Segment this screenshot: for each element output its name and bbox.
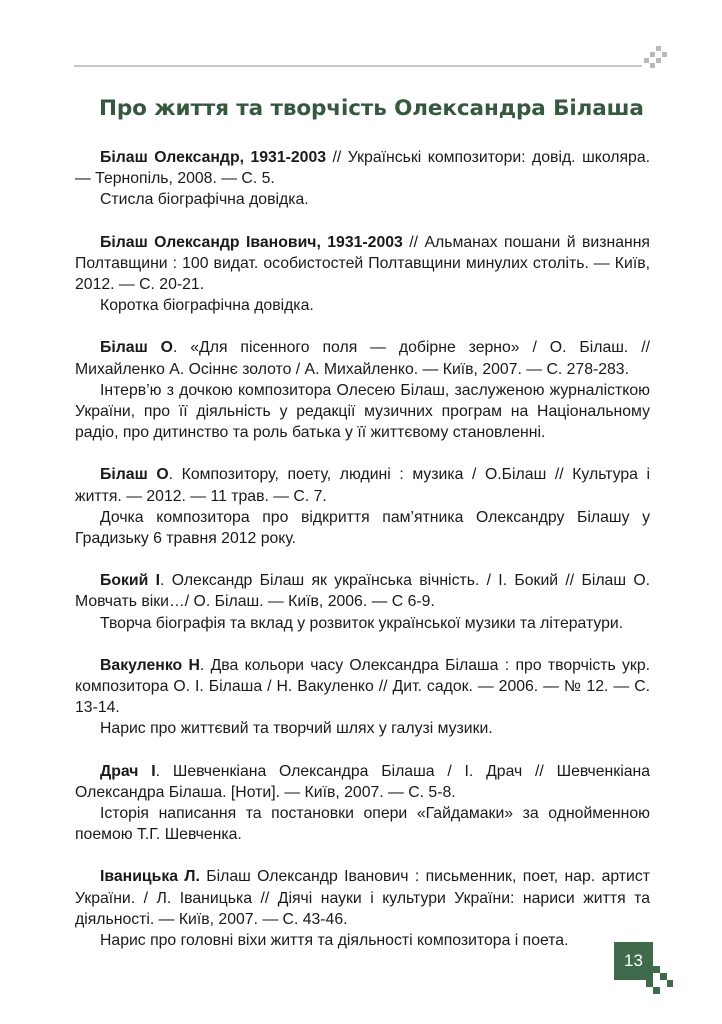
- bibliography-list: [75, 147, 650, 972]
- entry-annotation: Нарис про життєвий та творчий шлях у галузі музики.: [100, 720, 493, 738]
- entry-citation-text: // Альманах пошани й визнання Полтавщини : 100 видат. особистостей Полтавщини минулих століть. — Київ, 2012. — С. 20-21.: [75, 233, 650, 294]
- bibliography-entry: [75, 866, 650, 951]
- bibliography-entry: [75, 570, 650, 634]
- bibliography-entry: [75, 337, 650, 443]
- bibliography-entry: [75, 232, 650, 317]
- header-rule: [74, 65, 642, 67]
- entry-citation: [75, 232, 650, 296]
- entry-author: Білаш О: [100, 339, 173, 357]
- entry-author: Білаш Олександр Іванович, 1931-2003: [100, 233, 403, 251]
- bibliography-entry: [75, 655, 650, 740]
- entry-citation-text: . Шевченкіана Олександра Білаша / І. Драч // Шевченкіана Олександра Білаша. [Ноти]. — Київ, 2007. — С. 5-8.: [75, 762, 650, 801]
- entry-author: Драч І: [100, 762, 156, 780]
- entry-citation-text: . «Для пісенного поля — добірне зерно» / О. Білаш. // Михайленко А. Осіннє золото / А. Михайленко. — Київ, 2007. — С. 278-283.: [75, 339, 650, 378]
- entry-annotation: Стисла біографічна довідка.: [100, 191, 309, 209]
- entry-annotation: Творча біографія та вклад у розвиток української музики та літератури.: [100, 614, 624, 632]
- entry-annotation: Нарис про головні віхи життя та діяльності композитора і поета.: [100, 932, 569, 950]
- page-title: Про життя та творчість Олександра Білаша: [99, 96, 644, 121]
- entry-citation: [75, 761, 650, 803]
- entry-citation: [75, 866, 650, 930]
- entry-citation: [75, 570, 650, 612]
- entry-citation-text: . Олександр Білаш як українська вічність. / І. Бокий // Білаш О. Мовчать віки…/ О. Білаш. — Київ, 2006. — С 6-9.: [75, 572, 650, 611]
- entry-citation-text: . Композитору, поету, людині : музика / О.Білаш // Культура і життя. — 2012. — 11 трав. — С. 7.: [75, 466, 651, 505]
- entry-annotation: Історія написання та постановки опери «Гайдамаки» за однойменною поемою Т.Г. Шевченка.: [75, 805, 650, 844]
- bibliography-entry: [75, 464, 650, 549]
- bibliography-entry: [75, 147, 650, 211]
- entry-author: Бокий І: [100, 572, 161, 590]
- entry-annotation: Інтерв’ю з дочкою композитора Олесею Білаш, заслуженою журналісткою України, про її діяльність у редакції музичних програм на Національному радіо, про дитинство та роль батька у її життєвому становленні.: [75, 381, 650, 442]
- entry-citation: [75, 147, 650, 189]
- entry-author: Білаш Олександр, 1931-2003: [100, 149, 327, 166]
- entry-citation: [75, 337, 650, 379]
- entry-citation-text: . Два кольори часу Олександра Білаша : про творчість укр. композитора О. І. Білаша / Н. Вакуленко // Дит. садок. — 2006. — № 12. — С. 13-14.: [75, 656, 650, 717]
- entry-annotation: Дочка композитора про відкриття пам’ятника Олександру Білашу у Градизьку 6 травня 2012 року.: [75, 508, 650, 548]
- page-number: 13: [614, 942, 653, 980]
- bibliography-entry: [75, 761, 650, 846]
- entry-author: Іваницька Л.: [100, 868, 200, 886]
- entry-citation-text: // Українські композитори: довід. школяра. — Тернопіль, 2008. — С. 5.: [75, 149, 650, 188]
- corner-pixel-decoration: [644, 46, 668, 68]
- entry-citation: [75, 464, 650, 506]
- entry-annotation: Коротка біографічна довідка.: [100, 297, 314, 315]
- entry-citation-text: Білаш Олександр Іванович : письменник, поет, нар. артист України. / Л. Іваницька // Діячі науки і культури України: нариси життя та діяльності. — Київ, 2007. — С. 43-46.: [75, 868, 651, 928]
- entry-citation: [75, 655, 650, 719]
- entry-author: Вакуленко Н: [100, 656, 200, 674]
- entry-author: Білаш О: [100, 466, 169, 484]
